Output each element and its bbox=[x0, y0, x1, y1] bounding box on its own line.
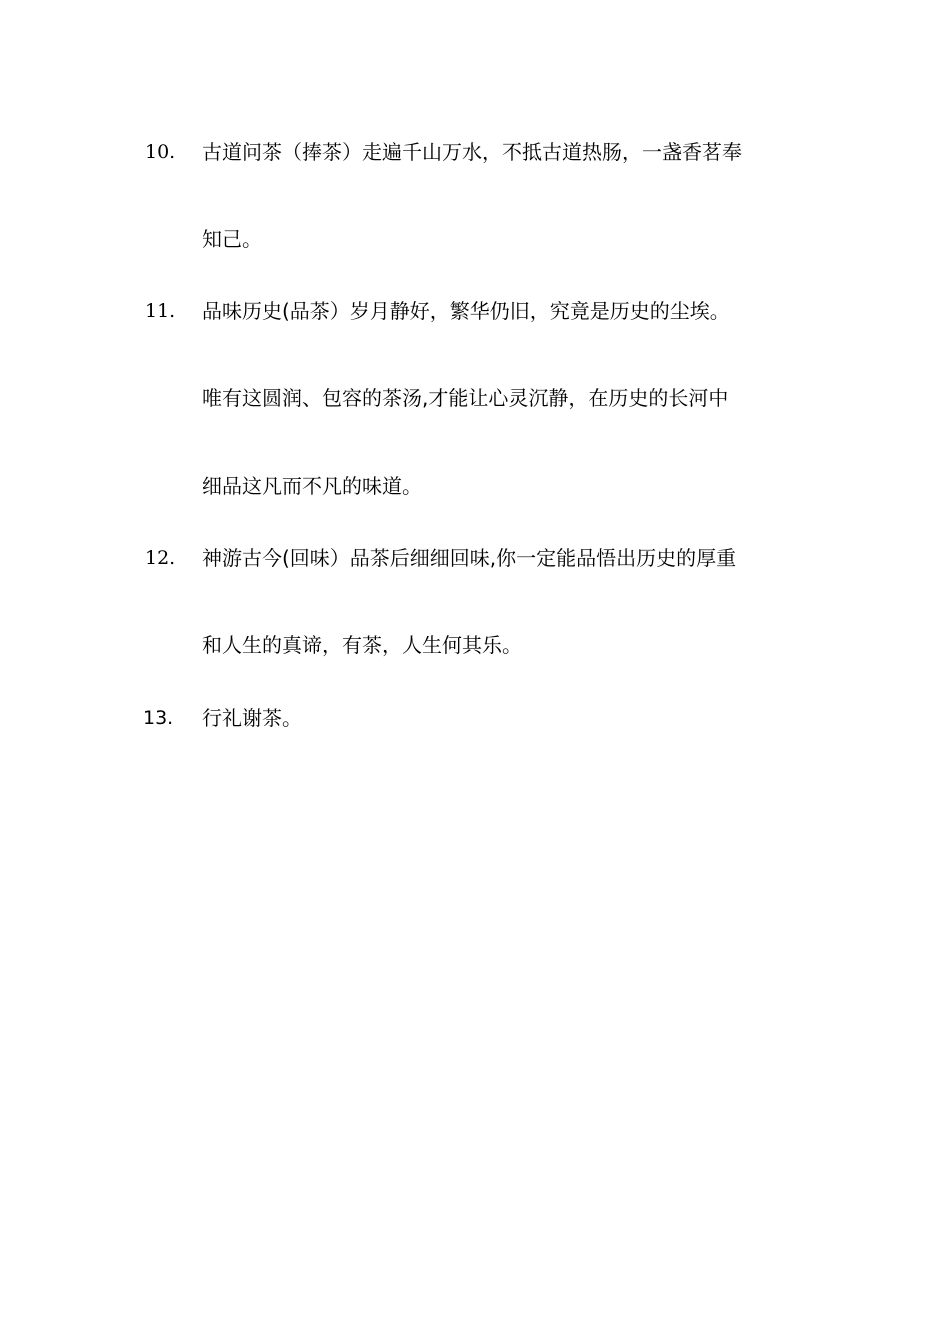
item-number: 11. bbox=[145, 300, 176, 322]
item-number: 13. bbox=[143, 707, 174, 729]
item-number: 10. bbox=[145, 141, 176, 163]
item-text-line: 神游古今(回味）品茶后细细回味,你一定能品悟出历史的厚重 bbox=[202, 546, 737, 570]
item-text-line: 知己。 bbox=[202, 227, 262, 251]
item-text-line: 品味历史(品茶）岁月静好，繁华仍旧，究竟是历史的尘埃。 bbox=[202, 299, 730, 323]
item-number: 12. bbox=[145, 547, 176, 569]
item-text-line: 和人生的真谛，有茶，人生何其乐。 bbox=[202, 633, 522, 657]
item-text-line: 唯有这圆润、包容的茶汤,才能让心灵沉静，在历史的长河中 bbox=[202, 386, 729, 410]
item-text-line: 古道问茶（捧茶）走遍千山万水，不抵古道热肠，一盏香茗奉 bbox=[202, 140, 742, 164]
item-text-line: 行礼谢茶。 bbox=[202, 706, 302, 730]
item-text-line: 细品这凡而不凡的味道。 bbox=[202, 474, 422, 498]
